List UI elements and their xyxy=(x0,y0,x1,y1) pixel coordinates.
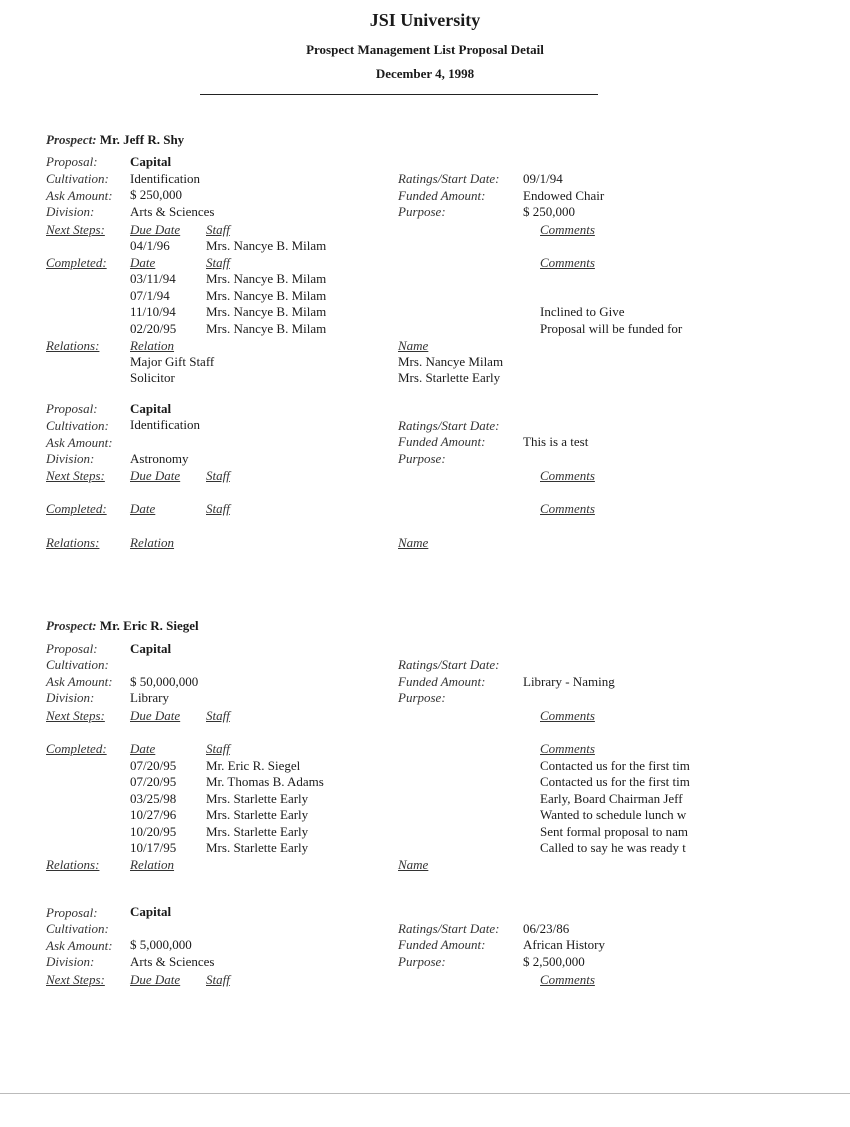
division-label: Division: xyxy=(46,451,95,466)
due-date-header: Due Date xyxy=(130,708,181,723)
relation-header: Relation xyxy=(130,535,175,550)
funded-amount-label: Funded Amount: xyxy=(398,674,486,689)
ratings-start-date-label: Ratings/Start Date: xyxy=(398,657,500,672)
completed-date: 03/11/94 xyxy=(130,271,176,286)
proposal-value: Capital xyxy=(130,904,172,919)
completed-date: 07/1/94 xyxy=(130,288,170,303)
purpose-value: $ 250,000 xyxy=(523,204,575,219)
completed-comment: Contacted us for the first tim xyxy=(540,774,690,789)
date-header: Date xyxy=(130,741,156,756)
completed-label: Completed: xyxy=(46,501,107,516)
comments-header: Comments xyxy=(540,468,595,483)
ratings-start-date-label: Ratings/Start Date: xyxy=(398,921,500,936)
completed-date: 11/10/94 xyxy=(130,304,176,319)
ask-amount-value: $ 5,000,000 xyxy=(130,937,192,952)
prospect-name: Mr. Jeff R. Shy xyxy=(99,132,185,147)
relation-name: Mrs. Nancye Milam xyxy=(398,354,504,369)
funded-amount-value: Library - Naming xyxy=(523,674,615,689)
division-label: Division: xyxy=(46,954,95,969)
staff-header: Staff xyxy=(206,708,230,723)
funded-amount-value: This is a test xyxy=(523,434,589,449)
comments-header: Comments xyxy=(540,708,595,723)
purpose-label: Purpose: xyxy=(398,204,446,219)
completed-staff: Mr. Thomas B. Adams xyxy=(206,774,324,789)
relations-label: Relations: xyxy=(46,535,100,550)
completed-label: Completed: xyxy=(46,255,107,270)
comments-header: Comments xyxy=(540,255,595,270)
staff-header: Staff xyxy=(206,741,230,756)
purpose-label: Purpose: xyxy=(398,451,446,466)
staff-header: Staff xyxy=(206,255,230,270)
prospect-heading xyxy=(46,132,184,148)
funded-amount-label: Funded Amount: xyxy=(398,434,486,449)
name-header: Name xyxy=(398,338,429,353)
ratings-start-date-value: 09/1/94 xyxy=(523,171,563,186)
completed-staff: Mr. Eric R. Siegel xyxy=(206,758,301,773)
prospect-label: Prospect: xyxy=(46,618,97,633)
ask-amount-label: Ask Amount: xyxy=(46,938,113,953)
completed-staff: Mrs. Starlette Early xyxy=(206,807,309,822)
division-value: Arts & Sciences xyxy=(130,204,215,219)
completed-comment: Called to say he was ready t xyxy=(540,840,686,855)
relation-name: Mrs. Starlette Early xyxy=(398,370,501,385)
completed-staff: Mrs. Starlette Early xyxy=(206,824,309,839)
completed-date: 07/20/95 xyxy=(130,774,177,789)
completed-comment: Early, Board Chairman Jeff xyxy=(540,791,683,806)
proposal-value: Capital xyxy=(130,154,172,169)
purpose-value: $ 2,500,000 xyxy=(523,954,585,969)
relation-header: Relation xyxy=(130,857,175,872)
completed-date: 10/27/96 xyxy=(130,807,177,822)
relation-value: Major Gift Staff xyxy=(130,354,215,369)
relation-header: Relation xyxy=(130,338,175,353)
completed-comment: Proposal will be funded for xyxy=(540,321,683,336)
cultivation-label: Cultivation: xyxy=(46,921,109,936)
completed-staff: Mrs. Nancye B. Milam xyxy=(206,321,327,336)
division-value: Library xyxy=(130,690,169,705)
purpose-label: Purpose: xyxy=(398,954,446,969)
funded-amount-label: Funded Amount: xyxy=(398,188,486,203)
proposal-label: Proposal: xyxy=(46,905,98,920)
name-header: Name xyxy=(398,857,429,872)
ask-amount-label: Ask Amount: xyxy=(46,435,113,450)
next-step-date: 04/1/96 xyxy=(130,238,170,253)
comments-header: Comments xyxy=(540,741,595,756)
report-date: December 4, 1998 xyxy=(375,66,475,81)
relation-value: Solicitor xyxy=(130,370,175,385)
next-step-staff: Mrs. Nancye B. Milam xyxy=(206,238,327,253)
funded-amount-value: African History xyxy=(523,937,605,952)
ask-amount-label: Ask Amount: xyxy=(46,188,113,203)
proposal-label: Proposal: xyxy=(46,154,98,169)
completed-comment: Sent formal proposal to nam xyxy=(540,824,689,839)
proposal-value: Capital xyxy=(130,641,172,656)
completed-date: 03/25/98 xyxy=(130,791,177,806)
proposal-value: Capital xyxy=(130,401,172,416)
completed-date: 10/17/95 xyxy=(130,840,177,855)
funded-amount-label: Funded Amount: xyxy=(398,937,486,952)
relations-label: Relations: xyxy=(46,857,100,872)
cultivation-label: Cultivation: xyxy=(46,418,109,433)
next-steps-label: Next Steps: xyxy=(46,468,105,483)
date-header: Date xyxy=(130,255,156,270)
completed-staff: Mrs. Starlette Early xyxy=(206,840,309,855)
comments-header: Comments xyxy=(540,222,595,237)
prospect-label: Prospect: xyxy=(46,132,97,147)
proposal-label: Proposal: xyxy=(46,641,98,656)
name-header: Name xyxy=(398,535,429,550)
proposal-label: Proposal: xyxy=(46,401,98,416)
next-steps-label: Next Steps: xyxy=(46,972,105,987)
completed-comment: Wanted to schedule lunch w xyxy=(540,807,687,822)
header-divider xyxy=(200,94,598,95)
cultivation-label: Cultivation: xyxy=(46,657,109,672)
report-subtitle: Prospect Management List Proposal Detail xyxy=(306,42,544,57)
staff-header: Staff xyxy=(206,468,230,483)
due-date-header: Due Date xyxy=(130,222,181,237)
ask-amount-value: $ 250,000 xyxy=(130,187,182,202)
comments-header: Comments xyxy=(540,501,595,516)
due-date-header: Due Date xyxy=(130,468,181,483)
completed-date: 02/20/95 xyxy=(130,321,177,336)
staff-header: Staff xyxy=(206,501,230,516)
next-steps-label: Next Steps: xyxy=(46,708,105,723)
completed-comment: Inclined to Give xyxy=(540,304,625,319)
cultivation-value: Identification xyxy=(130,171,201,186)
due-date-header: Due Date xyxy=(130,972,181,987)
ask-amount-label: Ask Amount: xyxy=(46,674,113,689)
staff-header: Staff xyxy=(206,972,230,987)
division-value: Arts & Sciences xyxy=(130,954,215,969)
ratings-start-date-label: Ratings/Start Date: xyxy=(398,418,500,433)
staff-header: Staff xyxy=(206,222,230,237)
prospect-name: Mr. Eric R. Siegel xyxy=(99,618,199,633)
funded-amount-value: Endowed Chair xyxy=(523,188,605,203)
division-label: Division: xyxy=(46,204,95,219)
completed-staff: Mrs. Nancye B. Milam xyxy=(206,288,327,303)
report-title: JSI University xyxy=(369,10,481,30)
ratings-start-date-value: 06/23/86 xyxy=(523,921,570,936)
completed-date: 10/20/95 xyxy=(130,824,177,839)
division-label: Division: xyxy=(46,690,95,705)
ask-amount-value: $ 50,000,000 xyxy=(130,674,199,689)
prospect-heading xyxy=(46,618,199,634)
purpose-label: Purpose: xyxy=(398,690,446,705)
completed-staff: Mrs. Nancye B. Milam xyxy=(206,304,327,319)
ratings-start-date-label: Ratings/Start Date: xyxy=(398,171,500,186)
completed-label: Completed: xyxy=(46,741,107,756)
date-header: Date xyxy=(130,501,156,516)
comments-header: Comments xyxy=(540,972,595,987)
cultivation-value: Identification xyxy=(130,417,201,432)
completed-staff: Mrs. Nancye B. Milam xyxy=(206,271,327,286)
page-edge-line xyxy=(0,1093,850,1094)
completed-comment: Contacted us for the first tim xyxy=(540,758,690,773)
completed-staff: Mrs. Starlette Early xyxy=(206,791,309,806)
division-value: Astronomy xyxy=(130,451,189,466)
relations-label: Relations: xyxy=(46,338,100,353)
cultivation-label: Cultivation: xyxy=(46,171,109,186)
completed-date: 07/20/95 xyxy=(130,758,177,773)
next-steps-label: Next Steps: xyxy=(46,222,105,237)
